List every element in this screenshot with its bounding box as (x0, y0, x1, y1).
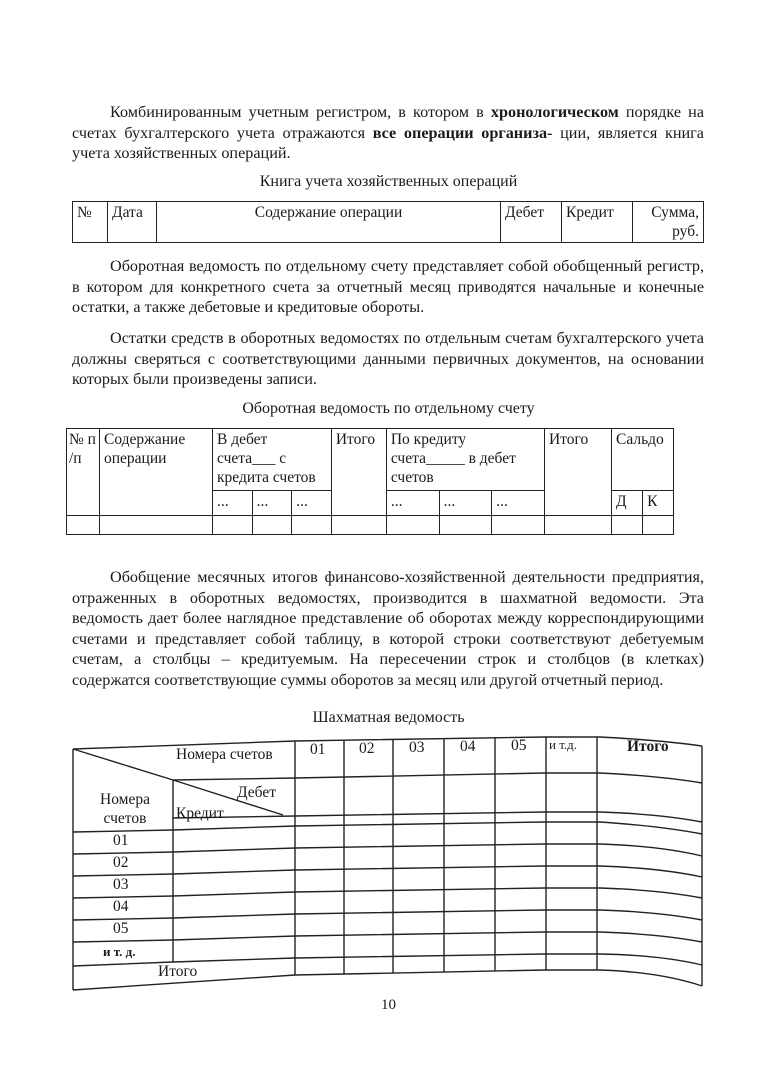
ellipsis-cell: ... (252, 490, 292, 515)
row-label-03: 03 (113, 876, 129, 893)
column-header-03: 03 (409, 739, 425, 756)
row-label-01: 01 (113, 832, 129, 849)
text-run-bold: хронологическом (490, 103, 619, 121)
column-header-02: 02 (359, 740, 375, 757)
corner-account-numbers-label: Номера счетов (176, 746, 273, 763)
header-cell-credit: По кредиту счета_____ в дебет счетов (386, 429, 544, 491)
text-run: Остатки средств в оборотных ведомостях по отдельным счетам бухгалтерского учета должны сверяться с соответствующими данными первичных документов, на основании которых были произведены записи. (72, 329, 704, 388)
corner-debit-label: Дебет (237, 784, 276, 801)
header-cell-debit: В дебет счета___ с кредита счетов (213, 429, 332, 491)
text-run: ции, является книга учета хозяйственных операций. (72, 123, 704, 162)
row-label-04: 04 (113, 898, 129, 915)
text-run-bold: все операции организа- (372, 123, 553, 142)
header-cell-debit: Дебет (501, 202, 562, 243)
header-cell-date: Дата (108, 202, 157, 243)
saldo-credit-cell: К (643, 490, 674, 515)
table1-caption: Книга учета хозяйственных операций (259, 173, 518, 190)
row-label-02: 02 (113, 854, 129, 871)
column-header-total: Итого (627, 738, 669, 755)
text-run: порядке на счетах бухгалтерского учета отражаются (72, 103, 704, 142)
text-run: Комбинированным учетным регистром, в котором в (110, 103, 491, 121)
header-cell-number: № п /п (67, 429, 100, 516)
header-cell-sum: Сумма, руб. (633, 202, 704, 243)
row-header-label: Номера счетов (100, 791, 150, 827)
column-header-05: 05 (511, 737, 527, 754)
table2-caption: Оборотная ведомость по отдельному счету (242, 400, 535, 417)
page-number: 10 (381, 997, 396, 1013)
ellipsis-cell: ... (492, 490, 545, 515)
saldo-debit-cell: Д (611, 490, 642, 515)
corner-credit-label: Кредит (176, 805, 224, 822)
total-row-label: Итого (158, 963, 198, 980)
ellipsis-cell: ... (292, 490, 332, 515)
text-run: Оборотная ведомость по отдельному счету представляет собой обобщенный регистр, в котором для конкретного счета за отчетный месяц приводятся начальные и конечные остатки, а также дебетовые и кредитовые обороты. (72, 257, 704, 316)
ellipsis-cell: ... (439, 490, 492, 515)
header-cell-content: Содержание операции (157, 202, 501, 243)
text-run: Обобщение месячных итогов финансово-хозяйственной деятельности предприятия, отраженных в оборотных ведомостях, производится в шахматной ведомости. Эта ведомость дает более наглядное представление об оборотах между корреспондирующими счетами и представляет собой таблицу, в которой строки соответствуют дебетуемым счетам, а столбцы – кредитуемым. На пересечении строк и столбцов (в клетках) содержатся соответствующие суммы оборотов за месяц или другой отчетный период. (72, 568, 704, 689)
header-cell-total-credit: Итого (544, 429, 611, 516)
ellipsis-cell: ... (386, 490, 439, 515)
header-cell-saldo: Сальдо (611, 429, 673, 491)
column-header-etc: и т.д. (549, 737, 578, 752)
row-label-05: 05 (113, 920, 129, 937)
header-cell-number: № (73, 202, 108, 243)
table3-caption: Шахматная ведомость (312, 709, 465, 726)
column-header-04: 04 (460, 738, 476, 755)
ellipsis-cell: ... (213, 490, 253, 515)
column-header-01: 01 (310, 741, 326, 758)
header-cell-total-debit: Итого (331, 429, 386, 516)
header-cell-credit: Кредит (562, 202, 633, 243)
row-label-etc: и т. д. (103, 944, 136, 959)
header-cell-content: Содержание операции (100, 429, 213, 516)
